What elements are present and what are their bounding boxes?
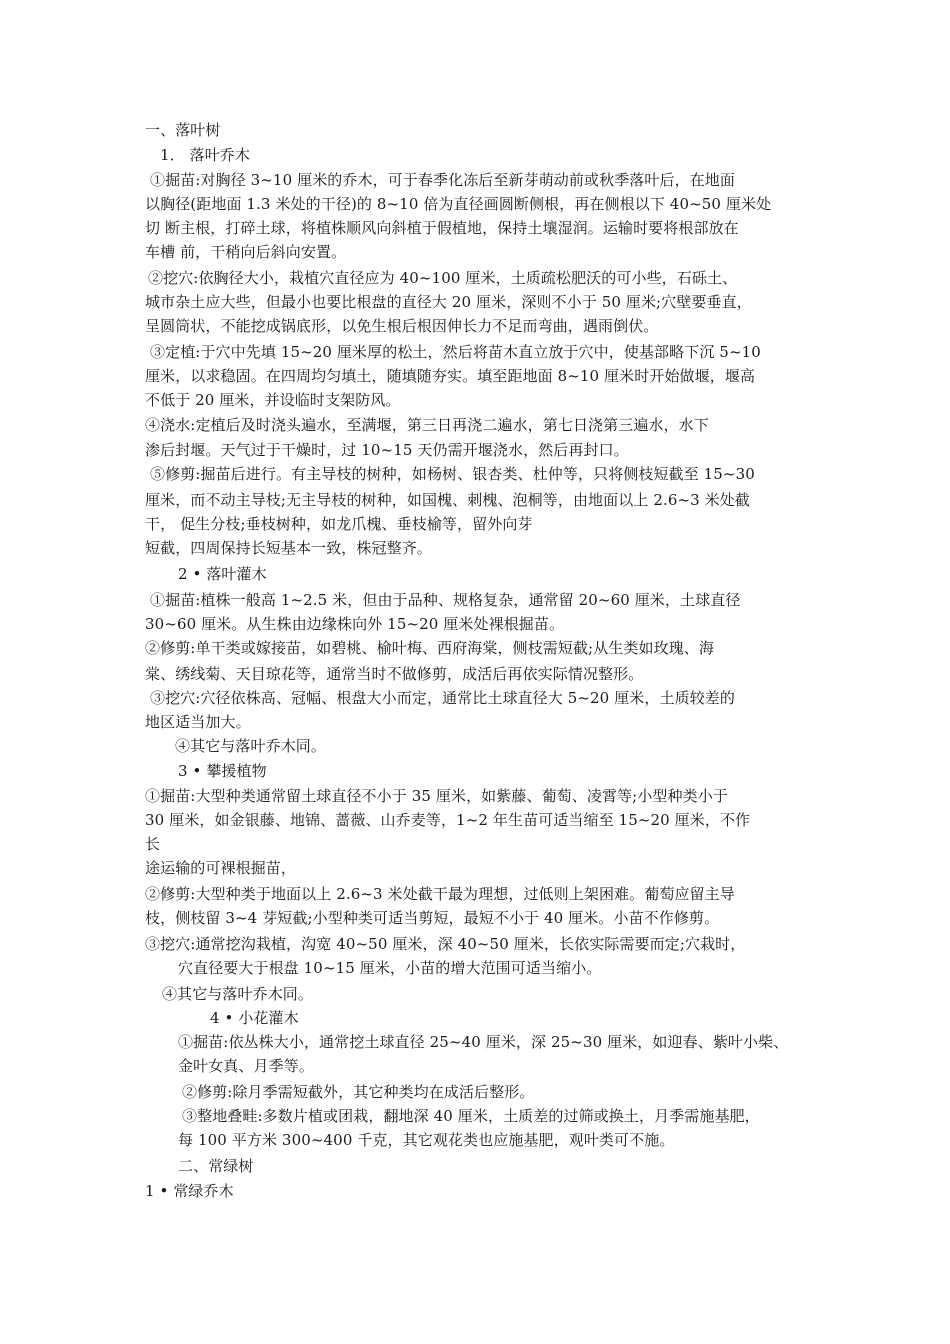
text-line: 途运输的可裸根掘苗， [145, 859, 297, 877]
text-line: 干， 促生分枝;垂枝树种，如龙爪槐、垂枝榆等，留外向芽 [145, 515, 533, 533]
text-line: ①掘苗:对胸径 3~10 厘米的乔木，可于春季化冻后至新芽萌动前或秋季落叶后，在地面 [150, 171, 735, 189]
text-line: 渗后封堰。天气过于干燥时，过 10~15 天仍需开堰浇水，然后再封口。 [145, 441, 629, 459]
text-line: 棠、绣线菊、天目琼花等，通常当时不做修剪，成活后再依实际情况整形。 [145, 665, 644, 683]
text-line: 厘米，而不动主导枝;无主导枝的树种，如国槐、刺槐、泡桐等，由地面以上 2.6~3 米处截 [145, 491, 750, 509]
subsection-heading: 1． 落叶乔木 [160, 146, 251, 164]
text-line: ④浇水:定植后及时浇头遍水，至满堰，第三日再浇二遍水，第七日浇第三遍水，水下 [145, 416, 709, 434]
text-line: ③挖穴:通常挖沟栽植，沟宽 40~50 厘米，深 40~50 厘米，长依实际需要而定;穴栽时， [145, 935, 746, 953]
text-line: ①掘苗:植株一般高 1~2.5 米，但由于品种、规格复杂，通常留 20~60 厘米，土球直径 [150, 591, 741, 609]
text-line: 以胸径(距地面 1.3 米处的干径)的 8~10 倍为直径画圆断侧根，再在侧根以下 40~50 厘米处 [145, 195, 772, 213]
text-line: 长 [145, 835, 161, 853]
text-line: 30 厘米，如金银藤、地锦、蔷薇、山乔麦等，1~2 年生苗可适当缩至 15~20 厘米，不作 [145, 811, 751, 829]
text-line: 不低于 20 厘米，并设临时支架防风。 [145, 391, 401, 409]
section-heading: 二、常绿树 [178, 1157, 254, 1175]
text-line: 短截，四周保持长短基本一致，株冠整齐。 [145, 539, 432, 557]
text-line: 车槽 前，干稍向后斜向安置。 [145, 243, 347, 261]
text-line: 呈圆筒状，不能挖成锅底形，以免生根后根因伸长力不足而弯曲，遇雨倒伏。 [145, 317, 659, 335]
text-line: 每 100 平方米 300~400 千克，其它观花类也应施基肥，观叶类可不施。 [178, 1131, 675, 1149]
text-line: 厘米，以求稳固。在四周均匀填土，随填随夯实。填至距地面 8~10 厘米时开始做堰，堰高 [145, 367, 756, 385]
text-line: 金叶女真、月季等。 [178, 1057, 314, 1075]
text-line: 30~60 厘米。从生株由边缘株向外 15~20 厘米处裸根掘苗。 [145, 615, 565, 633]
section-heading: 一、落叶树 [145, 121, 221, 139]
text-line: 穴直径要大于根盘 10~15 厘米，小苗的增大范围可适当缩小。 [178, 959, 602, 977]
text-line: ②修剪:除月季需短截外，其它种类均在成活后整形。 [182, 1083, 535, 1101]
text-line: ②修剪:单干类或嫁接苗，如碧桃、榆叶梅、西府海棠，侧枝需短截;从生类如玫瑰、海 [145, 639, 715, 657]
subsection-heading: 2 • 落叶灌木 [178, 565, 267, 583]
text-line: ④其它与落叶乔木同。 [175, 737, 327, 755]
text-line: ②修剪:大型种类于地面以上 2.6~3 米处截干最为理想，过低则上架困难。葡萄应留主导 [145, 885, 735, 903]
text-line: ①掘苗:大型种类通常留土球直径不小于 35 厘米，如紫藤、葡萄、凌霄等;小型种类小于 [145, 787, 728, 805]
text-line: ④其它与落叶乔木同。 [162, 985, 314, 1003]
subsection-heading: 4 • 小花灌木 [210, 1009, 299, 1027]
text-line: 切 断主根，打碎土球，将植株顺风向斜植于假植地，保持土壤湿润。运输时要将根部放在 [145, 219, 739, 237]
text-line: 城市杂土应大些，但最小也要比根盘的直径大 20 厘米，深则不小于 50 厘米;穴壁要垂直， [145, 293, 752, 311]
text-line: ③定植:于穴中先填 15~20 厘米厚的松土，然后将苗木直立放于穴中，使基部略下沉 5~10 [150, 343, 761, 361]
text-line: ③整地叠畦:多数片植或团栽，翻地深 40 厘米，土质差的过筛或换土，月季需施基肥， [182, 1107, 760, 1125]
subsection-heading: 1 • 常绿乔木 [145, 1182, 234, 1200]
text-line: ⑤修剪:掘苗后进行。有主导枝的树种，如杨树、银杏类、杜仲等，只将侧枝短截至 15~30 [150, 465, 755, 483]
text-line: ③挖穴:穴径依株高、冠幅、根盘大小而定，通常比土球直径大 5~20 厘米，土质较差的 [150, 689, 735, 707]
text-line: ②挖穴:依胸径大小，栽植穴直径应为 40~100 厘米，土质疏松肥沃的可小些，石砾土、 [148, 269, 738, 287]
subsection-heading: 3 • 攀援植物 [178, 762, 267, 780]
text-line: 地区适当加大。 [145, 713, 251, 731]
text-line: 枝，侧枝留 3~4 芽短截;小型种类可适当剪短，最短不小于 40 厘米。小苗不作修剪。 [145, 909, 720, 927]
text-line: ①掘苗:依丛株大小，通常挖土球直径 25~40 厘米，深 25~30 厘米，如迎春、紫叶小柴、 [178, 1033, 789, 1051]
